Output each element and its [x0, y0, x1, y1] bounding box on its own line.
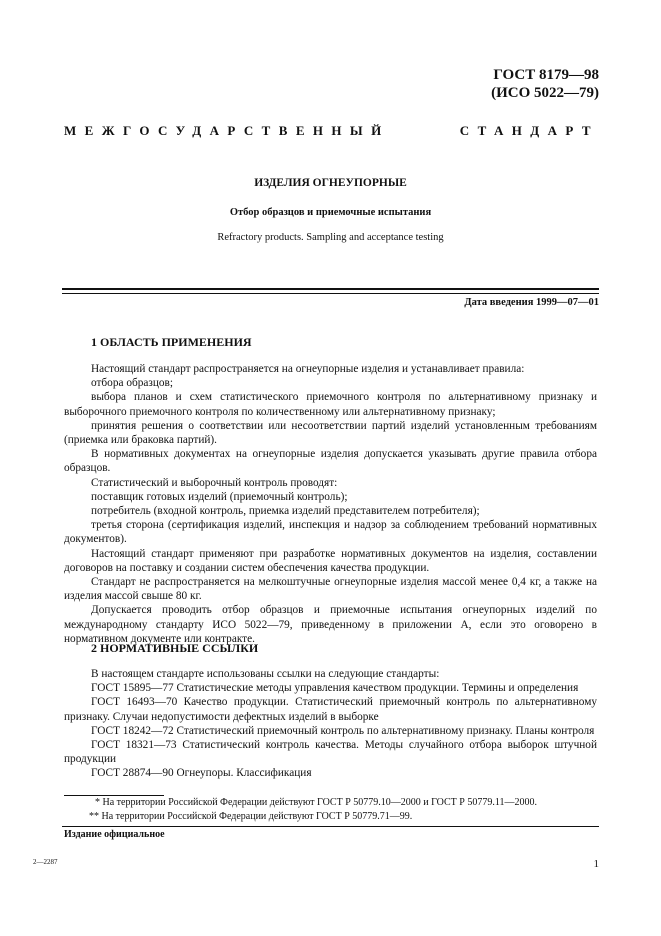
print-code: 2—2287	[33, 858, 58, 866]
official-edition-label: Издание официальное	[64, 829, 165, 840]
paragraph: выбора планов и схем статистического приемочного контроля по альтернативному признаку и выборочного приемочного контроля по количественному или альтернативному признаку;	[64, 391, 597, 418]
edition-divider	[62, 826, 599, 827]
interstate-standard-banner	[64, 123, 599, 139]
paragraph: принятия решения о соответствии или несоответствии партий изделий установленным требованиям (приемка или браковка партий).	[64, 419, 597, 447]
reference-item: ГОСТ 18321—73 Статистический контроль качества. Методы случайного отбора выборок штучной продукции	[64, 739, 597, 766]
paragraph: Настоящий стандарт распространяется на огнеупорные изделия и устанавливает правила:	[91, 363, 525, 375]
paragraph: поставщик готовых изделий (приемочный контроль);	[91, 490, 348, 503]
page-number: 1	[593, 858, 599, 870]
paragraph: В нормативных документах на огнеупорные изделия допускается указывать другие правила отбора образцов.	[64, 448, 597, 475]
paragraph: Настоящий стандарт применяют при разработке нормативных документов на изделия, составлении договоров на поставку и создании систем обеспечения качества продукции.	[64, 547, 597, 574]
reference-item: ГОСТ 15895—77 Статистические методы управления качеством продукции. Термины и определения	[91, 682, 579, 695]
paragraph: Допускается проводить отбор образцов и приемочные испытания огнеупорных изделий по международному стандарту ИСО 5022—79, приведенному в приложении А, если это оговорено в нормативном документе или контракте.	[64, 604, 597, 645]
document-subtitle: Отбор образцов и приемочные испытания	[229, 207, 432, 218]
reference-item: ГОСТ 16493—70 Качество продукции. Статистический приемочный контроль по альтернативному признаку. Случаи недопустимости дефектных изделий в выборке	[64, 696, 597, 723]
document-title-english: Refractory products. Sampling and acceptance testing	[217, 232, 444, 243]
section-1-heading: 1 ОБЛАСТЬ ПРИМЕНЕНИЯ	[91, 335, 252, 349]
section-1-body	[64, 362, 597, 646]
standard-number	[491, 66, 599, 102]
paragraph: отбора образцов;	[91, 377, 174, 390]
standard-number-gost: ГОСТ 8179—98	[493, 67, 599, 83]
paragraph: В настоящем стандарте использованы ссылки на следующие стандарты:	[91, 668, 440, 680]
reference-item: ГОСТ 18242—72 Статистический приемочный контроль по альтернативному признаку. Планы контроля	[91, 724, 595, 737]
paragraph: третья сторона (сертификация изделий, инспекция и надзор за соблюдением требований нормативных документов).	[64, 519, 597, 546]
paragraph: Стандарт не распространяется на мелкоштучные огнеупорные изделия массой менее 0,4 кг, а также на изделия массой свыше 80 кг.	[64, 576, 597, 603]
standard-number-iso: (ИСО 5022—79)	[491, 85, 599, 101]
document-title: ИЗДЕЛИЯ ОГНЕУПОРНЫЕ	[254, 177, 407, 189]
section-2-body	[64, 667, 597, 781]
banner-word-standard: СТАНДАРТ	[459, 123, 599, 138]
paragraph: потребитель (входной контроль, приемка изделий представителем потребителя);	[91, 505, 480, 518]
reference-item: ГОСТ 28874—90 Огнеупоры. Классификация	[91, 767, 312, 780]
section-2-heading: 2 НОРМАТИВНЫЕ ССЫЛКИ	[91, 641, 259, 655]
footnote-2: ** На территории Российской Федерации действуют ГОСТ Р 50779.71—99.	[89, 811, 413, 822]
footnote-1: * На территории Российской Федерации действуют ГОСТ Р 50779.10—2000 и ГОСТ Р 50779.11—2000.	[95, 797, 537, 808]
paragraph: Статистический и выборочный контроль проводят:	[91, 476, 338, 489]
title-divider	[62, 288, 599, 294]
introduction-date: Дата введения 1999—07—01	[464, 297, 599, 308]
banner-word-interstate: МЕЖГОСУДАРСТВЕННЫЙ	[64, 123, 390, 138]
